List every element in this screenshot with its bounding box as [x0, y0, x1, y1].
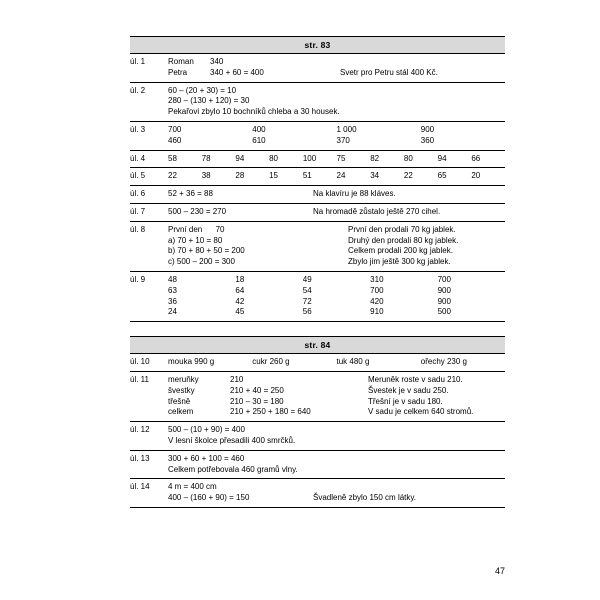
answer-value: 210	[230, 374, 244, 384]
answer-cell: mouka 990 g	[168, 357, 215, 367]
answer-value: 500 – 230 = 270	[168, 206, 227, 216]
answer-cell: 370	[336, 135, 350, 145]
answer-value: 340	[210, 57, 224, 66]
answer-cell: 64	[235, 285, 245, 295]
answer-line	[168, 307, 505, 318]
answer-cell: 24	[168, 307, 177, 317]
exercise-body	[168, 422, 505, 451]
table-row	[130, 371, 505, 421]
answer-cell: 65	[437, 171, 447, 181]
answer-name: meruňky	[168, 374, 199, 384]
answer-sentence: Na klavíru je 88 kláves.	[313, 189, 396, 199]
answer-left-column	[168, 225, 348, 268]
answer-cell: 15	[269, 171, 279, 181]
answer-cell: 100	[302, 153, 317, 163]
answer-line	[168, 493, 505, 504]
answer-cell: 80	[403, 153, 413, 163]
exercise-body	[168, 186, 505, 204]
answer-sentence: První den prodali 70 kg jablek.	[348, 224, 456, 234]
section-str-84	[130, 336, 505, 508]
answer-cell: 49	[302, 274, 312, 284]
answer-sentence: Meruněk roste v sadu 210.	[368, 374, 463, 384]
answer-cell: 700	[437, 274, 451, 284]
exercise-table-str-83	[130, 54, 505, 322]
answer-line: 4 m = 400 cm	[168, 482, 217, 492]
answer-cell: 310	[370, 274, 384, 284]
answer-cell: 42	[235, 296, 245, 306]
answer-cell: 18	[235, 274, 245, 284]
answer-cell: 51	[302, 171, 312, 181]
exercise-label: úl. 12	[130, 422, 168, 451]
exercise-label: úl. 6	[130, 186, 168, 204]
answer-cell: 400	[252, 124, 266, 134]
table-row	[130, 150, 505, 168]
answer-sentence: Druhý den prodali 80 kg jablek.	[348, 235, 459, 245]
answer-cell: 22	[168, 171, 177, 181]
answer-cell: 38	[201, 171, 211, 181]
answer-name: švestky	[168, 385, 195, 395]
answer-line	[168, 286, 505, 297]
table-row	[130, 186, 505, 204]
answer-value: 400 – (160 + 90) = 150	[168, 493, 250, 503]
exercise-body	[168, 354, 505, 371]
table-row	[130, 121, 505, 150]
answer-value: 340 + 60 = 400	[210, 67, 264, 77]
answer-cell: 700	[168, 124, 182, 134]
answer-line: c) 500 – 200 = 300	[168, 257, 235, 267]
section-header-str-84: str. 84	[130, 336, 505, 354]
answer-cell: 24	[336, 171, 346, 181]
answer-value: 210 + 40 = 250	[230, 385, 284, 395]
answer-line	[168, 171, 505, 182]
answer-name: Petra	[168, 67, 188, 77]
exercise-body	[168, 371, 505, 421]
exercise-body	[168, 82, 505, 121]
answer-cell: 700	[370, 285, 384, 295]
exercise-label: úl. 9	[130, 271, 168, 321]
table-row	[130, 82, 505, 121]
exercise-body	[168, 54, 505, 82]
exercise-body	[168, 450, 505, 479]
answer-sentence: Celkem potřebovala 460 gramů vlny.	[168, 464, 298, 474]
answer-cell: 80	[269, 153, 279, 163]
exercise-label: úl. 1	[130, 54, 168, 82]
answer-cell: 610	[252, 135, 266, 145]
answer-sentence	[340, 57, 505, 68]
answer-cell: 63	[168, 285, 177, 295]
answer-right-column	[348, 225, 505, 268]
answer-line: 500 – (10 + 90) = 400	[168, 425, 245, 435]
exercise-label: úl. 4	[130, 150, 168, 168]
answer-cell: 36	[168, 296, 177, 306]
answer-cell: cukr 260 g	[252, 357, 290, 367]
answer-right-column	[368, 375, 505, 418]
answer-cell: 45	[235, 307, 245, 317]
exercise-label: úl. 14	[130, 479, 168, 508]
answer-sentence: V lesní školce přesadili 400 smrčků.	[168, 435, 296, 445]
answer-cell: 420	[370, 296, 384, 306]
table-row	[130, 54, 505, 82]
answer-cell: 28	[235, 171, 245, 181]
answer-cell: 1 000	[336, 124, 357, 134]
table-row	[130, 450, 505, 479]
answer-cell: 22	[403, 171, 413, 181]
answer-cell: 94	[437, 153, 447, 163]
answer-line: První den 70	[168, 224, 225, 234]
exercise-label: úl. 2	[130, 82, 168, 121]
answer-line	[168, 386, 368, 397]
answer-sentence: Zbylo jim ještě 300 kg jablek.	[348, 257, 451, 267]
exercise-body	[168, 479, 505, 508]
answer-cell: 34	[370, 171, 380, 181]
answer-cell: 900	[420, 124, 435, 134]
answer-sentence: Na hromadě zůstalo ještě 270 cihel.	[313, 206, 441, 216]
page-number: 47	[494, 566, 505, 576]
answer-block	[168, 375, 505, 418]
section-spacer	[130, 322, 505, 336]
answer-line: 60 – (20 + 30) = 10	[168, 85, 237, 95]
exercise-label: úl. 13	[130, 450, 168, 479]
exercise-body	[168, 150, 505, 168]
answer-cell: 72	[302, 296, 312, 306]
answer-block	[168, 225, 505, 268]
exercise-table-str-84	[130, 354, 505, 508]
answer-cell: 910	[370, 307, 384, 317]
exercise-label: úl. 7	[130, 203, 168, 221]
answer-sentence: Svetr pro Petru stál 400 Kč.	[340, 67, 438, 77]
answer-cell: 360	[420, 135, 435, 145]
answer-cell: ořechy 230 g	[420, 357, 468, 367]
exercise-body	[168, 203, 505, 221]
table-row	[130, 203, 505, 221]
answer-cell: tuk 480 g	[336, 357, 370, 367]
table-row	[130, 221, 505, 271]
answer-value: 52 + 36 = 88	[168, 189, 213, 199]
answer-cell: 66	[471, 153, 481, 163]
answer-sentence: Švestek je v sadu 250.	[368, 385, 449, 395]
answer-line	[168, 57, 505, 68]
answer-line	[168, 297, 505, 308]
answer-cell: 900	[437, 285, 451, 295]
answer-cell: 75	[336, 153, 346, 163]
answer-cell: 82	[370, 153, 380, 163]
answer-sentence: Pekařovi zbylo 10 bochníků chleba a 30 housek.	[168, 107, 340, 117]
answer-line: 300 + 60 + 100 = 460	[168, 453, 245, 463]
answer-sentence: Švadleně zbylo 150 cm látky.	[313, 493, 417, 503]
answer-line	[168, 407, 368, 418]
exercise-body	[168, 121, 505, 150]
answer-cell: 78	[201, 153, 211, 163]
table-row	[130, 271, 505, 321]
exercise-label: úl. 11	[130, 371, 168, 421]
answer-line	[168, 397, 368, 408]
exercise-label: úl. 5	[130, 168, 168, 186]
exercise-body	[168, 271, 505, 321]
answer-name: Roman	[168, 57, 194, 66]
answer-sentence: Celkem prodali 200 kg jablek.	[348, 246, 453, 256]
section-str-83	[130, 36, 505, 322]
exercise-body	[168, 168, 505, 186]
table-row	[130, 168, 505, 186]
answer-sentence: V sadu je celkem 640 stromů.	[368, 407, 474, 417]
answer-cell: 48	[168, 274, 177, 284]
answer-line	[168, 207, 505, 218]
table-row	[130, 354, 505, 371]
exercise-label: úl. 10	[130, 354, 168, 371]
table-row	[130, 479, 505, 508]
answer-line	[168, 189, 505, 200]
answer-cell: 58	[168, 153, 177, 163]
answer-cell: 20	[471, 171, 481, 181]
answer-cell: 56	[302, 307, 312, 317]
answer-line	[168, 125, 505, 136]
section-header-str-83: str. 83	[130, 36, 505, 54]
answer-line: b) 70 + 80 + 50 = 200	[168, 246, 245, 256]
answer-line: 280 – (130 + 120) = 30	[168, 96, 250, 106]
answer-line	[168, 275, 505, 286]
answer-line	[168, 136, 505, 147]
answer-name: celkem	[168, 407, 194, 417]
answer-line	[168, 375, 368, 386]
answer-cell: 500	[437, 307, 451, 317]
answer-line	[168, 68, 505, 79]
answer-cell: 54	[302, 285, 312, 295]
answer-line	[168, 357, 505, 368]
answer-cell: 900	[437, 296, 451, 306]
exercise-label: úl. 8	[130, 221, 168, 271]
answer-cell: 94	[235, 153, 245, 163]
table-row	[130, 422, 505, 451]
answer-cell: 460	[168, 135, 182, 145]
answer-value: 210 + 250 + 180 = 640	[230, 407, 311, 417]
answer-value: 210 – 30 = 180	[230, 396, 284, 406]
exercise-label: úl. 3	[130, 121, 168, 150]
answer-line: a) 70 + 10 = 80	[168, 235, 223, 245]
answer-sentence: Třešní je v sadu 180.	[368, 396, 443, 406]
answer-left-column	[168, 375, 368, 418]
answer-name: třešně	[168, 396, 191, 406]
exercise-body	[168, 221, 505, 271]
answer-line	[168, 154, 505, 165]
